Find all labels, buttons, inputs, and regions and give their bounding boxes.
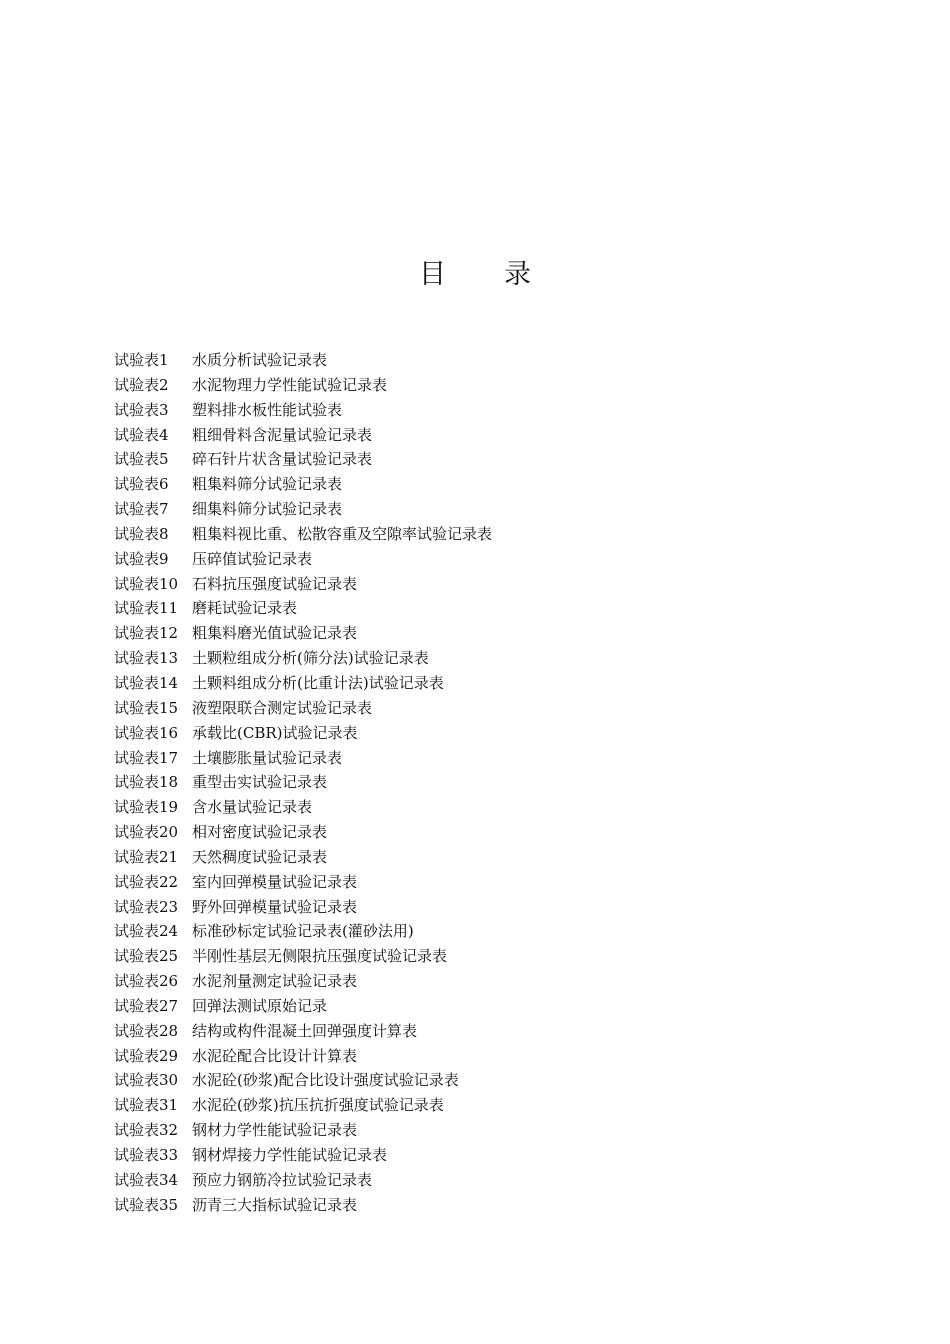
title-char-1: 目 bbox=[419, 259, 446, 290]
toc-entry-title: 粗集料视比重、松散容重及空隙率试验记录表 bbox=[192, 524, 493, 543]
toc-entry-title: 液塑限联合测定试验记录表 bbox=[192, 698, 373, 717]
toc-entry[interactable] bbox=[114, 572, 874, 597]
toc-entry[interactable] bbox=[114, 1168, 874, 1193]
toc-entry[interactable] bbox=[114, 621, 874, 646]
toc-entry-title: 碎石针片状含量试验记录表 bbox=[192, 450, 373, 469]
toc-entry-number: 试验表23 bbox=[114, 897, 179, 916]
toc-entry[interactable] bbox=[114, 994, 874, 1019]
toc-entry-number: 试验表11 bbox=[114, 599, 179, 618]
toc-entry-number: 试验表18 bbox=[114, 773, 179, 792]
toc-entry-number: 试验表13 bbox=[114, 649, 179, 668]
toc-entry[interactable] bbox=[114, 1068, 874, 1093]
toc-entry-title: 标准砂标定试验记录表(灌砂法用) bbox=[192, 922, 414, 941]
toc-entry[interactable] bbox=[114, 1044, 874, 1069]
toc-entry-title: 土颗料组成分析(比重计法)试验记录表 bbox=[192, 673, 444, 692]
toc-entry-number: 试验表14 bbox=[114, 673, 179, 692]
page-title bbox=[0, 258, 950, 292]
toc-entry-title: 水泥砼配合比设计计算表 bbox=[192, 1046, 358, 1065]
toc-entry-title: 含水量试验记录表 bbox=[192, 798, 313, 817]
toc-entry-title: 水泥砼(砂浆)配合比设计强度试验记录表 bbox=[192, 1071, 459, 1090]
toc-entry[interactable] bbox=[114, 522, 874, 547]
toc-entry-number: 试验表3 bbox=[114, 400, 169, 419]
toc-entry[interactable] bbox=[114, 1118, 874, 1143]
table-of-contents bbox=[114, 348, 874, 1218]
toc-entry-title: 天然稠度试验记录表 bbox=[192, 847, 328, 866]
toc-entry-number: 试验表8 bbox=[114, 524, 169, 543]
toc-entry-title: 结构或构件混凝土回弹强度计算表 bbox=[192, 1021, 418, 1040]
toc-entry-number: 试验表6 bbox=[114, 475, 169, 494]
toc-entry-number: 试验表12 bbox=[114, 624, 179, 643]
toc-entry-title: 水泥剂量测定试验记录表 bbox=[192, 972, 358, 991]
toc-entry[interactable] bbox=[114, 696, 874, 721]
toc-entry-title: 粗集料磨光值试验记录表 bbox=[192, 624, 358, 643]
toc-entry-title: 预应力钢筋冷拉试验记录表 bbox=[192, 1170, 373, 1189]
toc-entry-number: 试验表24 bbox=[114, 922, 179, 941]
toc-entry[interactable] bbox=[114, 770, 874, 795]
toc-entry-number: 试验表16 bbox=[114, 723, 179, 742]
toc-entry[interactable] bbox=[114, 671, 874, 696]
toc-entry[interactable] bbox=[114, 596, 874, 621]
toc-entry-title: 粗集料筛分试验记录表 bbox=[192, 475, 343, 494]
toc-entry-title: 室内回弹模量试验记录表 bbox=[192, 872, 358, 891]
toc-entry[interactable] bbox=[114, 547, 874, 572]
toc-entry[interactable] bbox=[114, 895, 874, 920]
toc-entry-title: 钢材焊接力学性能试验记录表 bbox=[192, 1146, 388, 1164]
toc-entry[interactable] bbox=[114, 348, 874, 373]
toc-entry[interactable] bbox=[114, 795, 874, 820]
toc-entry[interactable] bbox=[114, 398, 874, 423]
toc-entry[interactable] bbox=[114, 944, 874, 969]
toc-entry-title: 磨耗试验记录表 bbox=[192, 599, 298, 618]
toc-entry[interactable] bbox=[114, 447, 874, 472]
toc-entry-title: 塑料排水板性能试验表 bbox=[192, 400, 343, 419]
toc-entry[interactable] bbox=[114, 721, 874, 746]
toc-entry[interactable] bbox=[114, 1193, 874, 1218]
toc-entry-title: 水泥物理力学性能试验记录表 bbox=[192, 375, 388, 394]
toc-entry-title: 水泥砼(砂浆)抗压抗折强度试验记录表 bbox=[192, 1096, 444, 1115]
toc-entry-number: 试验表2 bbox=[114, 375, 169, 394]
toc-entry-title: 土壤膨胀量试验记录表 bbox=[192, 748, 343, 767]
toc-entry[interactable] bbox=[114, 497, 874, 522]
toc-entry[interactable] bbox=[114, 1143, 874, 1168]
toc-entry-title: 野外回弹模量试验记录表 bbox=[192, 897, 358, 916]
toc-entry-title: 石料抗压强度试验记录表 bbox=[192, 574, 358, 593]
toc-entry-number: 试验表20 bbox=[114, 823, 179, 842]
toc-entry-title: 回弹法测试原始记录 bbox=[192, 996, 328, 1015]
toc-entry-number: 试验表35 bbox=[114, 1195, 179, 1214]
toc-entry-number: 试验表5 bbox=[114, 450, 169, 469]
toc-entry[interactable] bbox=[114, 646, 874, 671]
toc-entry[interactable] bbox=[114, 373, 874, 398]
toc-entry-number: 试验表22 bbox=[114, 872, 179, 891]
toc-entry-title: 沥青三大指标试验记录表 bbox=[192, 1195, 358, 1214]
toc-entry-number: 试验表17 bbox=[114, 748, 179, 767]
toc-entry-title: 水质分析试验记录表 bbox=[192, 351, 328, 369]
toc-entry-number: 试验表31 bbox=[114, 1096, 179, 1115]
toc-entry-number: 试验表33 bbox=[114, 1146, 179, 1164]
toc-entry-number: 试验表7 bbox=[114, 500, 169, 519]
toc-entry-title: 承载比(CBR)试验记录表 bbox=[192, 723, 358, 742]
title-char-2: 录 bbox=[504, 259, 531, 290]
toc-entry-number: 试验表9 bbox=[114, 549, 169, 568]
toc-entry[interactable] bbox=[114, 845, 874, 870]
toc-entry-number: 试验表27 bbox=[114, 996, 179, 1015]
toc-entry-title: 粗细骨料含泥量试验记录表 bbox=[192, 425, 373, 444]
toc-entry-number: 试验表21 bbox=[114, 847, 179, 866]
toc-entry-number: 试验表32 bbox=[114, 1121, 179, 1140]
toc-entry-title: 压碎值试验记录表 bbox=[192, 549, 313, 568]
toc-entry-number: 试验表15 bbox=[114, 698, 179, 717]
toc-entry-number: 试验表19 bbox=[114, 798, 179, 817]
toc-entry-title: 钢材力学性能试验记录表 bbox=[192, 1121, 358, 1140]
toc-entry-number: 试验表25 bbox=[114, 947, 179, 966]
toc-entry-number: 试验表29 bbox=[114, 1046, 179, 1065]
toc-entry[interactable] bbox=[114, 919, 874, 944]
toc-entry[interactable] bbox=[114, 423, 874, 448]
toc-entry-number: 试验表1 bbox=[114, 351, 169, 369]
toc-entry[interactable] bbox=[114, 1019, 874, 1044]
toc-entry-title: 重型击实试验记录表 bbox=[192, 773, 328, 792]
toc-entry-number: 试验表28 bbox=[114, 1021, 179, 1040]
toc-entry[interactable] bbox=[114, 820, 874, 845]
toc-entry-title: 土颗粒组成分析(筛分法)试验记录表 bbox=[192, 649, 429, 668]
toc-entry[interactable] bbox=[114, 746, 874, 771]
toc-entry-number: 试验表10 bbox=[114, 574, 179, 593]
toc-entry-number: 试验表30 bbox=[114, 1071, 179, 1090]
toc-entry-title: 相对密度试验记录表 bbox=[192, 823, 328, 842]
toc-entry-title: 细集料筛分试验记录表 bbox=[192, 500, 343, 519]
toc-entry[interactable] bbox=[114, 472, 874, 497]
toc-entry-title: 半刚性基层无侧限抗压强度试验记录表 bbox=[192, 947, 448, 966]
toc-entry-number: 试验表26 bbox=[114, 972, 179, 991]
toc-entry[interactable] bbox=[114, 969, 874, 994]
toc-entry-number: 试验表34 bbox=[114, 1170, 179, 1189]
toc-entry-number: 试验表4 bbox=[114, 425, 169, 444]
toc-entry[interactable] bbox=[114, 870, 874, 895]
toc-entry[interactable] bbox=[114, 1093, 874, 1118]
